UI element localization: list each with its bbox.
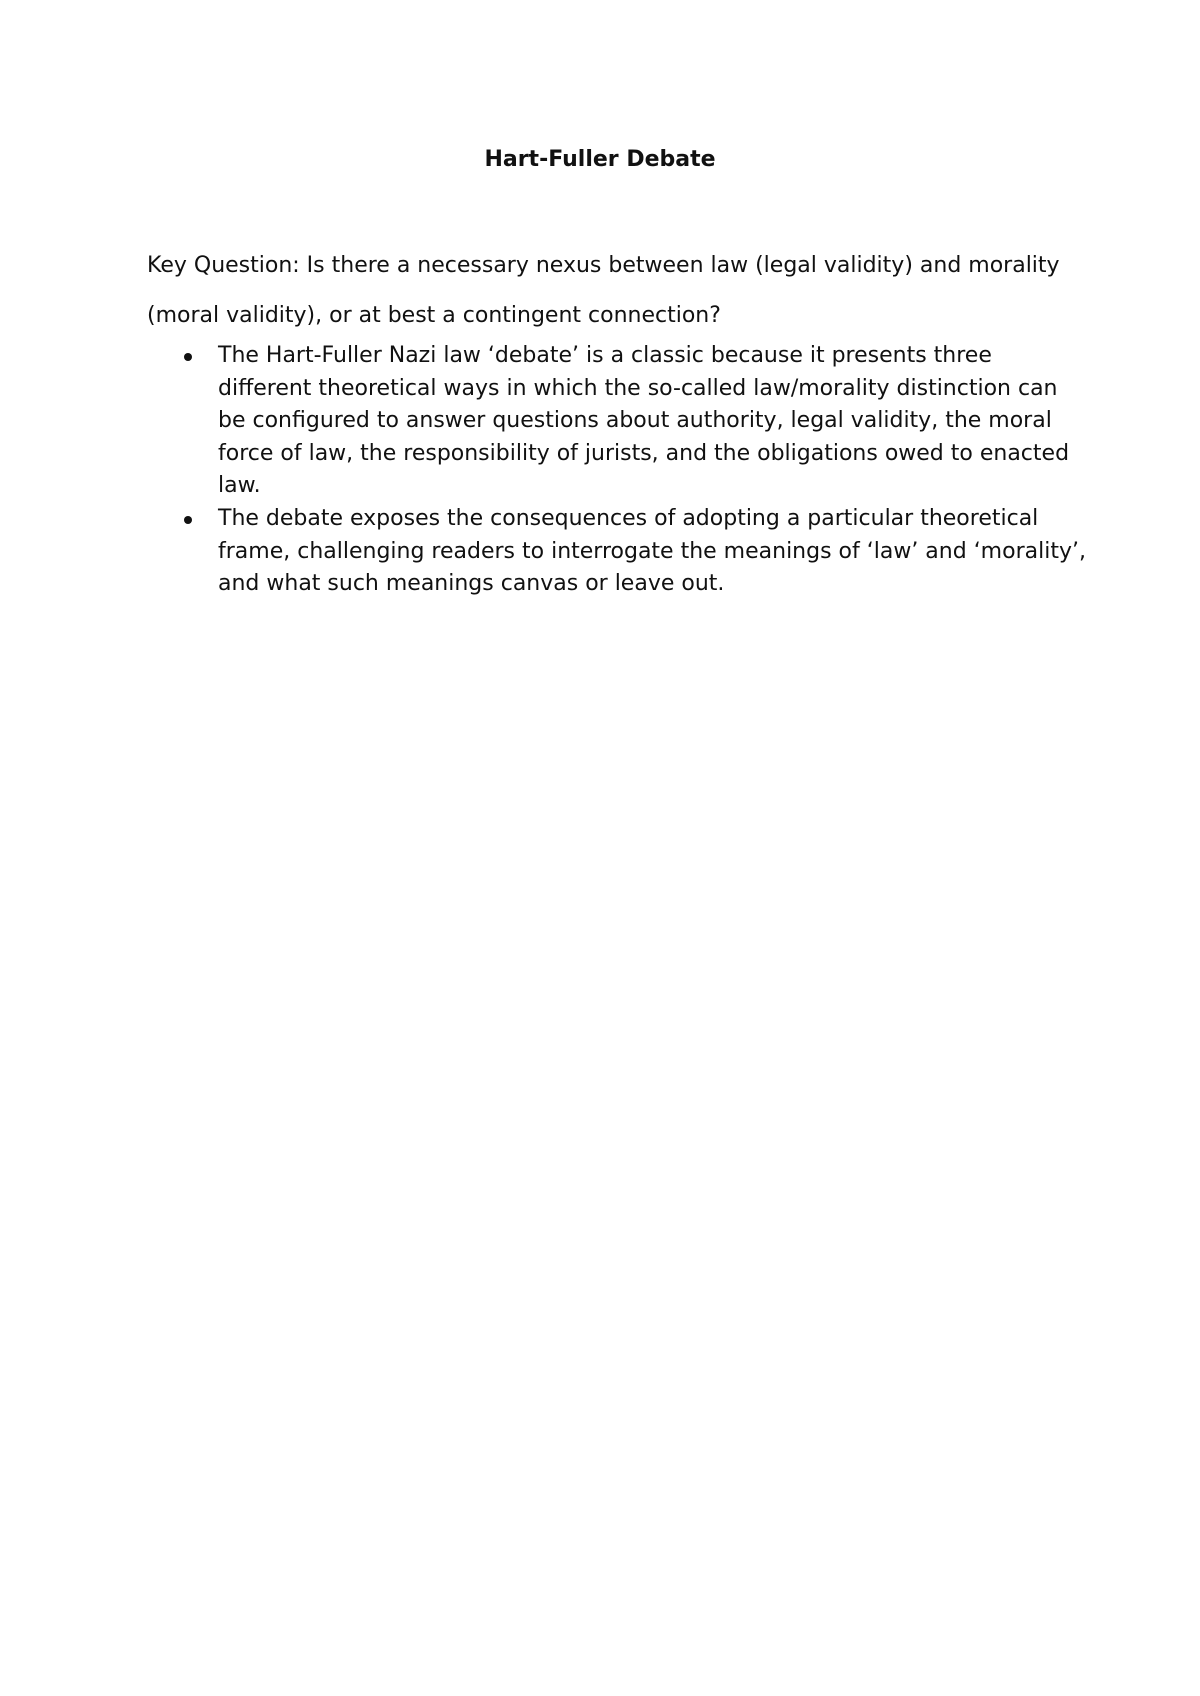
bullet-text: The Hart-Fuller Nazi law ‘debate’ is a classic because it presents three different theoretical ways in which the so-called law/morality distinction can be configured to answer questions about authority, legal validity, the moral force of law, the responsibility of jurists, and the obligations owed to enacted law. [218,343,1070,499]
bullet-text: The debate exposes the consequences of adopting a particular theoretical frame, challenging readers to interrogate the meanings of ‘law’ and ‘morality’, and what such meanings canvas or leave out. [218,505,1086,597]
document-title: Hart-Fuller Debate [484,147,716,172]
bullet-icon [184,516,192,524]
bullet-item [147,503,1087,601]
key-question-paragraph: Key Question: Is there a necessary nexus between law (legal validity) and morality (moral validity), or at best a contingent connection? [147,253,1060,328]
bullet-icon [184,353,192,361]
bullet-item [147,340,1087,503]
bullet-list [147,340,1087,601]
